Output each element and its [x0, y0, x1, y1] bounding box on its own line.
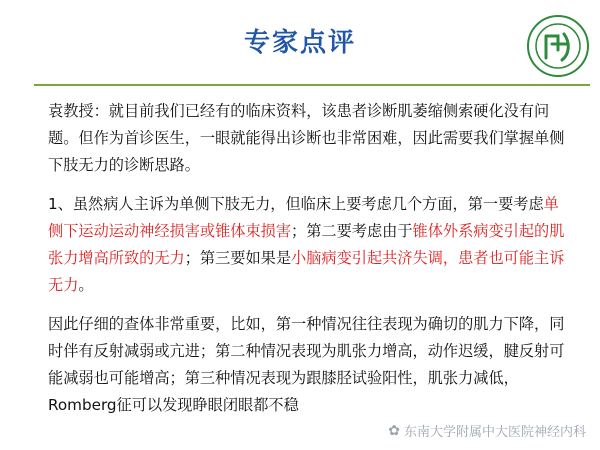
page-title: 专家点评 — [243, 28, 356, 58]
comment-body — [48, 98, 568, 431]
watermark — [388, 421, 586, 440]
text-segment: 1、虽然病人主诉为单侧下肢无力，但临床上要考虑几个方面，第一要考虑 — [48, 195, 544, 213]
highlight-segment: 单侧下运动运动神经损害或锥体束损害 — [48, 195, 559, 240]
paragraph-examination: 因此仔细的查体非常重要，比如，第一种情况往往表现为确切的肌力下降，同时伴有反射减弱或亢进；第二种情况表现为肌张力增高，动作迟缓，腱反射可能减弱也可能增高；第三种情况表现为跟膝胫试验阳性，肌张力减低，Romberg征可以发现睁眼闭眼都不稳 — [48, 315, 565, 414]
text-segment: ；第二要考虑由于 — [291, 222, 413, 240]
watermark-text: 东南大学附属中大医院神经内科 — [403, 425, 586, 440]
wechat-icon: ✿ — [388, 422, 400, 439]
text-segment: ；第三要如果是 — [184, 249, 291, 267]
highlight-segment: 锥体外系病变引起的肌张力增高所致的无力 — [48, 222, 565, 267]
paragraph-intro: 袁教授：就目前我们已经有的临床资料，该患者诊断肌萎缩侧索硬化没有问题。但作为首诊医生，一眼就能得出诊断也非常困难，因此需要我们掌握单侧下肢无力的诊断思路。 — [48, 102, 565, 174]
highlight-segment: 小脑病变引起共济失调，患者也可能主诉无力 — [48, 249, 565, 294]
hospital-seal-logo — [526, 14, 590, 78]
text-segment: 。 — [78, 276, 94, 294]
title-divider — [34, 84, 590, 86]
paragraph-considerations — [48, 191, 568, 299]
